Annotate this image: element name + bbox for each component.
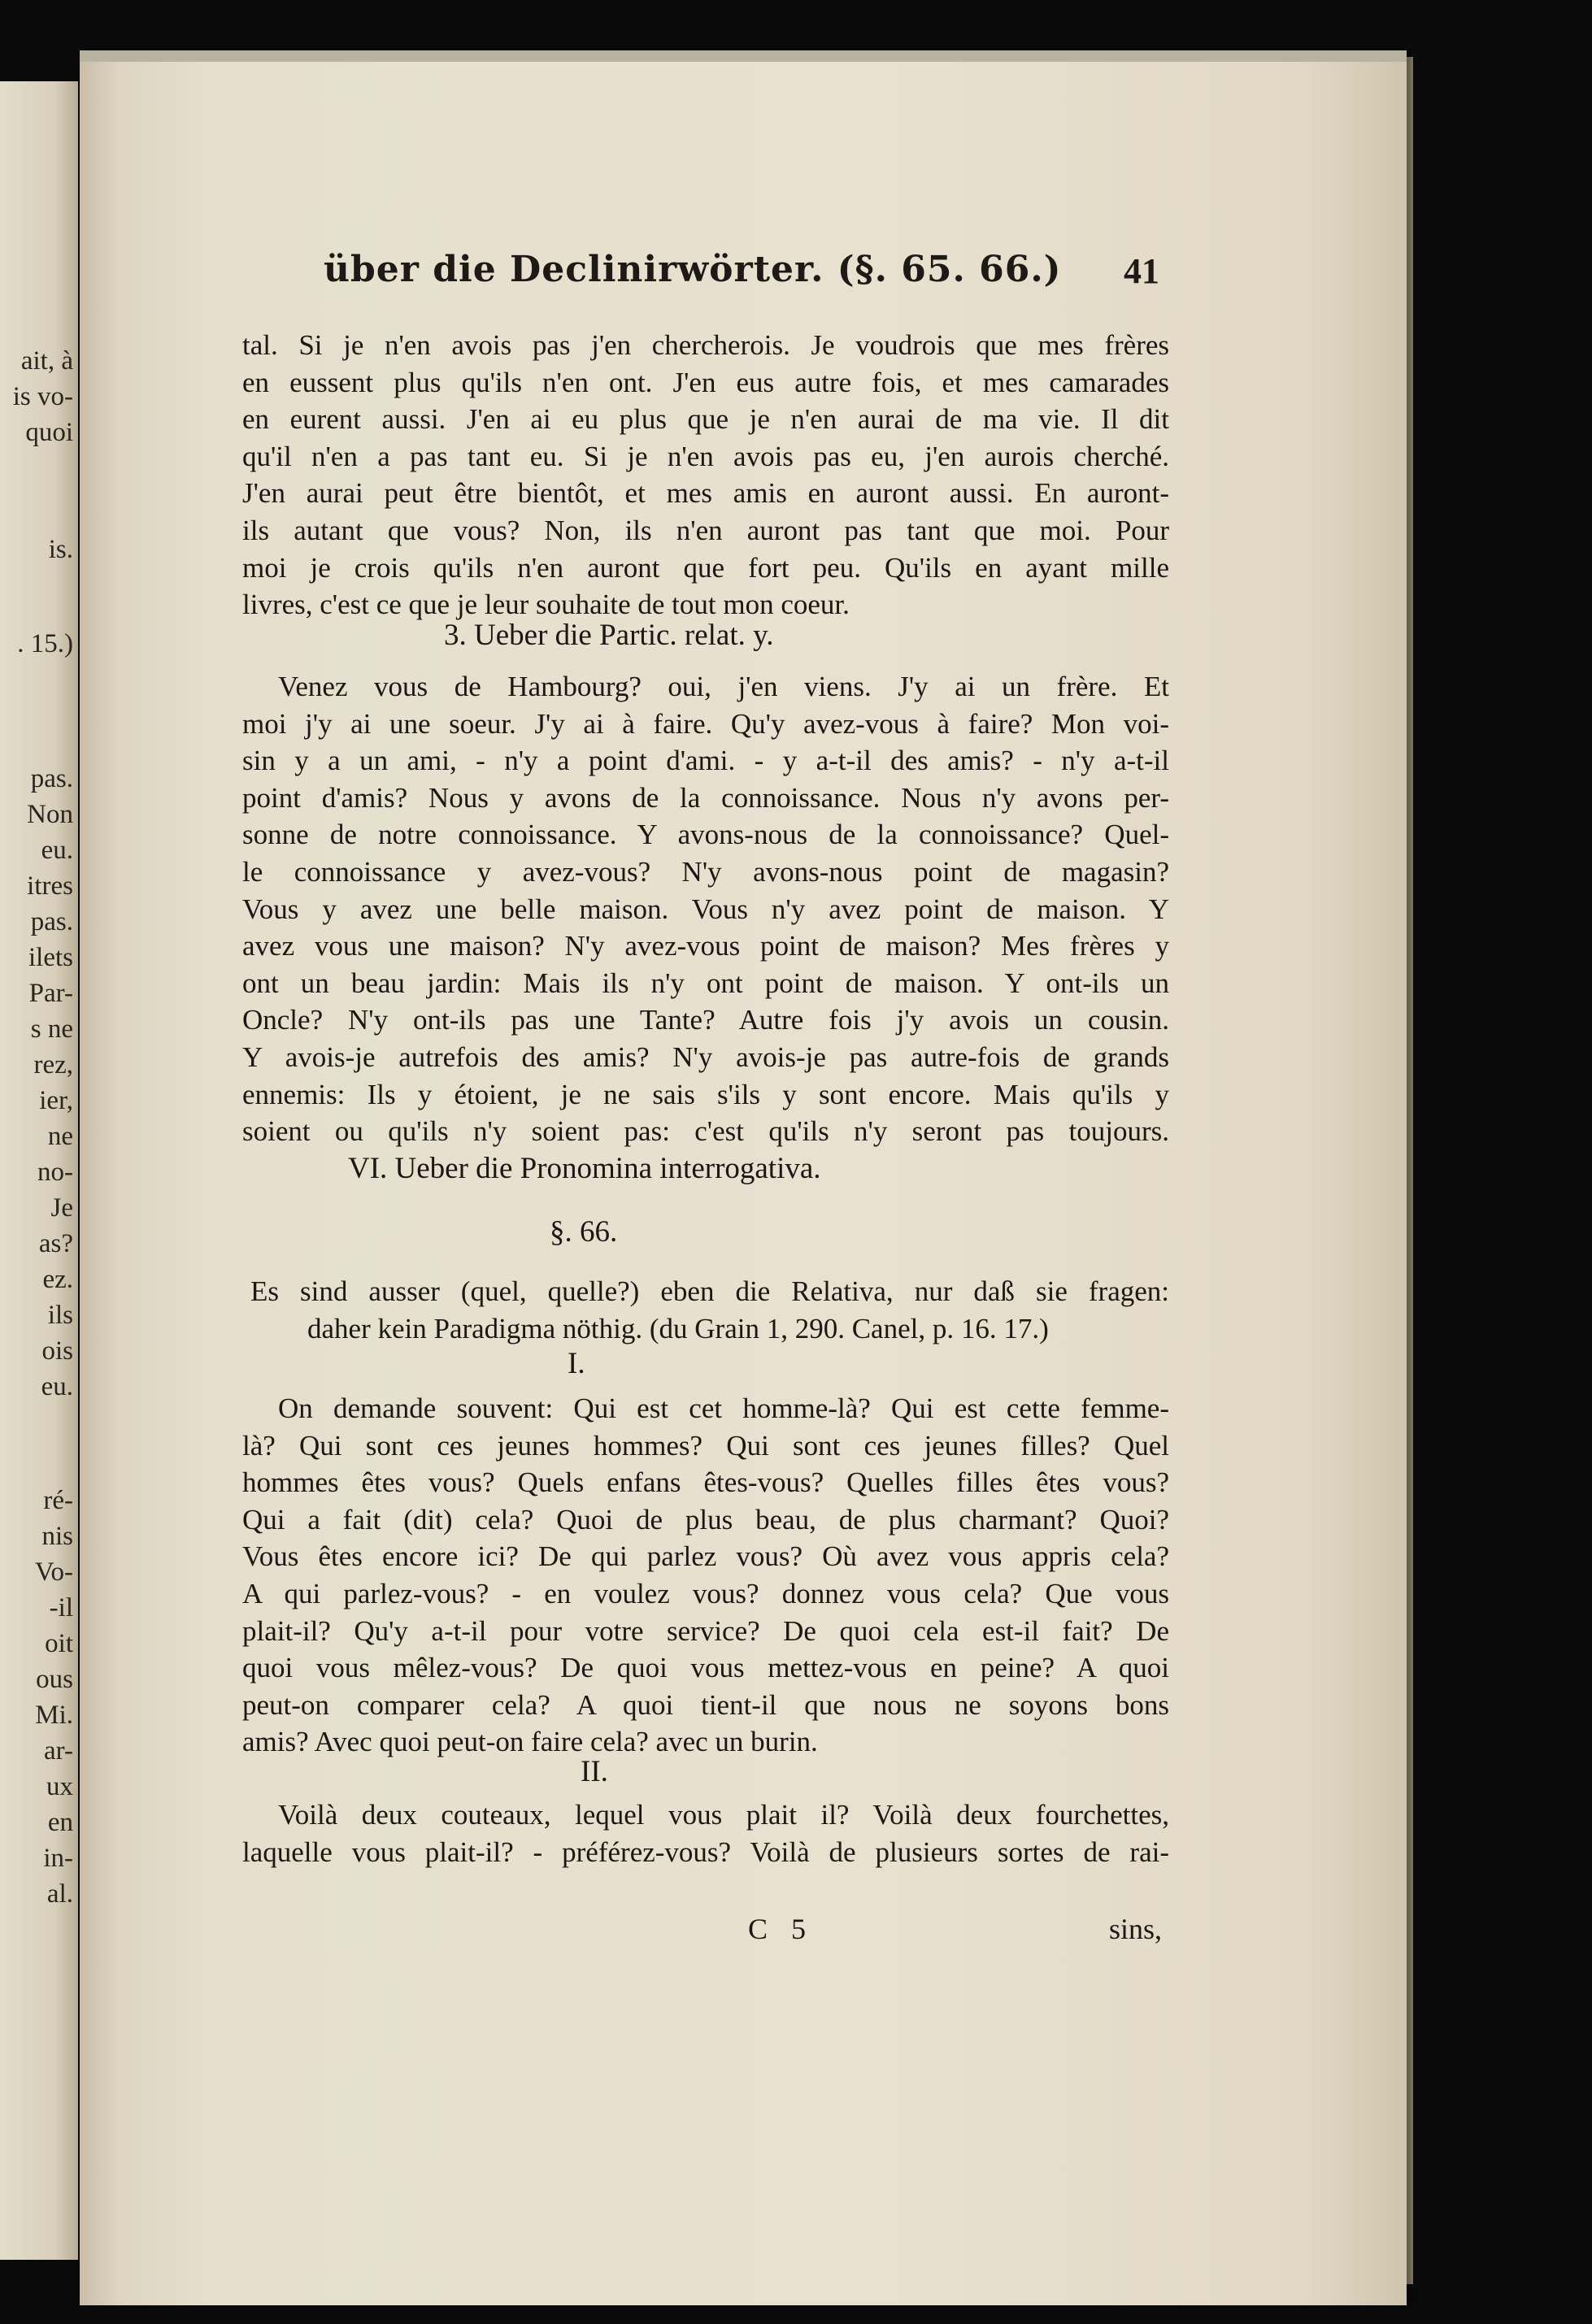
text-line: Vous y avez une belle maison. Vous n'y avez point de maison. Y bbox=[242, 893, 1169, 925]
prev-fragment: ois bbox=[41, 1336, 73, 1366]
prev-fragment: quoi bbox=[25, 418, 73, 447]
text-line: hommes êtes vous? Quels enfans êtes-vous? Quelles filles êtes vous? bbox=[242, 1466, 1169, 1499]
prev-fragment: in- bbox=[43, 1844, 73, 1873]
text-line: Venez vous de Hambourg? oui, j'en viens. J'y ai un frère. Et bbox=[278, 671, 1169, 702]
text-line: le connoissance y avez-vous? N'y avons-nous point de magasin? bbox=[242, 855, 1169, 888]
text-line: ils autant que vous? Non, ils n'en auront pas tant que moi. Pour bbox=[242, 514, 1169, 546]
heading-pronomina-interrogativa: VI. Ueber die Pronomina interrogativa. bbox=[348, 1152, 821, 1185]
page-number: 41 bbox=[1124, 251, 1159, 291]
prev-fragment: al. bbox=[46, 1879, 73, 1909]
text-line: Qui a fait (dit) cela? Quoi de plus beau, de plus charmant? Quoi? bbox=[242, 1503, 1169, 1536]
text-line: ennemis: Ils y étoient, je ne sais s'ils y sont encore. Mais qu'ils y bbox=[242, 1078, 1169, 1110]
paragraph-2 bbox=[242, 668, 1169, 1150]
prev-fragment: oit bbox=[45, 1629, 73, 1658]
section-number: §. 66. bbox=[550, 1215, 618, 1249]
text-line: tal. Si je n'en avois pas j'en chercherois. Je voudrois que mes frères bbox=[242, 329, 1169, 361]
prev-fragment: en bbox=[47, 1808, 73, 1837]
text-line: plait-il? Qu'y a-t-il pour votre service? De quoi cela est-il fait? De bbox=[242, 1614, 1169, 1647]
text-line: moi je crois qu'ils n'en auront que fort peu. Qu'ils en ayant mille bbox=[242, 551, 1169, 584]
text-line: livres, c'est ce que je leur souhaite de tout mon coeur. bbox=[242, 589, 850, 621]
text-line: laquelle vous plait-il? - préférez-vous? Voilà de plusieurs sortes de rai- bbox=[242, 1835, 1169, 1868]
header-title: über die Declinirwörter. (§. 65. 66.) bbox=[324, 249, 1062, 290]
text-line: avez vous une maison? N'y avez-vous point de maison? Mes frères y bbox=[242, 930, 1169, 962]
heading-roman-one: I. bbox=[568, 1347, 585, 1380]
book-page bbox=[80, 50, 1407, 2305]
text-line: en eussent plus qu'ils n'en ont. J'en eus autre fois, et mes camarades bbox=[242, 366, 1169, 398]
text-line: Oncle? N'y ont-ils pas une Tante? Autre fois j'y avois un cousin. bbox=[242, 1004, 1169, 1036]
running-header bbox=[324, 249, 1202, 290]
text-line: peut-on comparer cela? A quoi tient-il que nous ne soyons bons bbox=[242, 1688, 1169, 1721]
prev-fragment: itres bbox=[27, 871, 73, 901]
text-line: sonne de notre connoissance. Y avons-nous de la connoissance? Quel- bbox=[242, 819, 1169, 851]
prev-fragment: . 15.) bbox=[17, 629, 73, 658]
text-line: là? Qui sont ces jeunes hommes? Qui sont ces jeunes filles? Quel bbox=[242, 1429, 1169, 1462]
text-line: qu'il n'en a pas tant eu. Si je n'en avois pas eu, j'en aurois cherché. bbox=[242, 440, 1169, 472]
text-line: ont un beau jardin: Mais ils n'y ont point de maison. Y ont-ils un bbox=[242, 967, 1169, 999]
prev-fragment: is vo- bbox=[12, 382, 73, 411]
text-line: On demande souvent: Qui est cet homme-là? Qui est cette femme- bbox=[278, 1392, 1169, 1424]
prev-fragment: is. bbox=[48, 535, 73, 564]
prev-fragment: Par- bbox=[28, 979, 73, 1008]
text-line: soient ou qu'ils n'y soient pas: c'est qu'ils n'y seront pas toujours. bbox=[242, 1115, 1169, 1148]
text-line: Voilà deux couteaux, lequel vous plait il? Voilà deux fourchettes, bbox=[278, 1799, 1169, 1831]
prev-fragment: eu. bbox=[41, 836, 73, 865]
text-line: amis? Avec quoi peut-on faire cela? avec un burin. bbox=[242, 1726, 818, 1758]
text-line: A qui parlez-vous? - en voulez vous? donnez vous cela? Que vous bbox=[242, 1577, 1169, 1609]
text-line: en eurent aussi. J'en ai eu plus que je n'en aurai de ma vie. Il dit bbox=[242, 403, 1169, 436]
prev-fragment: ez. bbox=[42, 1265, 73, 1294]
text-line: Y avois-je autrefois des amis? N'y avois-je pas autre-fois de grands bbox=[242, 1040, 1169, 1073]
text-line: point d'amis? Nous y avons de la connoissance. Nous n'y avons per- bbox=[242, 781, 1169, 814]
prev-fragment: as? bbox=[38, 1229, 73, 1258]
prev-fragment: ous bbox=[36, 1665, 73, 1694]
prev-fragment: eu. bbox=[41, 1372, 73, 1401]
prev-fragment: no- bbox=[37, 1158, 73, 1187]
text-line: J'en aurai peut être bientôt, et mes amis en auront aussi. En auront- bbox=[242, 477, 1169, 510]
prev-fragment: Vo- bbox=[34, 1557, 73, 1587]
signature-mark: C 5 bbox=[748, 1913, 815, 1945]
text-line: quoi vous mêlez-vous? De quoi vous mettez-vous en peine? A quoi bbox=[242, 1652, 1169, 1684]
prev-fragment: s ne bbox=[30, 1014, 73, 1044]
paragraph-4 bbox=[242, 1390, 1169, 1761]
text-line: daher kein Paradigma nöthig. (du Grain 1, 290. Canel, p. 16. 17.) bbox=[307, 1312, 1049, 1344]
previous-page-strip bbox=[0, 81, 78, 2260]
paragraph-3 bbox=[250, 1273, 1169, 1347]
heading-roman-two: II. bbox=[581, 1755, 608, 1788]
paragraph-5 bbox=[242, 1796, 1169, 1870]
prev-fragment: ne bbox=[47, 1122, 73, 1151]
prev-fragment: Je bbox=[50, 1193, 73, 1223]
prev-fragment: rez, bbox=[33, 1050, 73, 1079]
text-line: moi j'y ai une soeur. J'y ai à faire. Qu'y avez-vous à faire? Mon voi- bbox=[242, 707, 1169, 740]
catchword: sins, bbox=[1109, 1913, 1163, 1945]
prev-fragment: ré- bbox=[43, 1486, 73, 1515]
prev-fragment: pas. bbox=[30, 907, 73, 936]
prev-fragment: ilets bbox=[28, 943, 73, 972]
prev-fragment: ux bbox=[46, 1772, 73, 1801]
heading-particle-y: 3. Ueber die Partic. relat. y. bbox=[444, 619, 774, 652]
text-line: Es sind ausser (quel, quelle?) eben die Relativa, nur daß sie fragen: bbox=[250, 1275, 1169, 1307]
prev-fragment: -il bbox=[49, 1593, 73, 1622]
prev-fragment: Non bbox=[27, 800, 73, 829]
paragraph-1 bbox=[242, 327, 1169, 623]
prev-fragment: ier, bbox=[39, 1086, 73, 1115]
prev-fragment: pas. bbox=[30, 764, 73, 793]
prev-fragment: nis bbox=[41, 1522, 73, 1551]
prev-fragment: ait, à bbox=[20, 346, 73, 376]
text-line: Vous êtes encore ici? De qui parlez vous? Où avez vous appris cela? bbox=[242, 1540, 1169, 1573]
prev-fragment: ar- bbox=[44, 1736, 73, 1766]
prev-fragment: ils bbox=[47, 1301, 73, 1330]
text-line: sin y a un ami, - n'y a point d'ami. - y a-t-il des amis? - n'y a-t-il bbox=[242, 745, 1169, 777]
prev-fragment: Mi. bbox=[35, 1701, 73, 1730]
